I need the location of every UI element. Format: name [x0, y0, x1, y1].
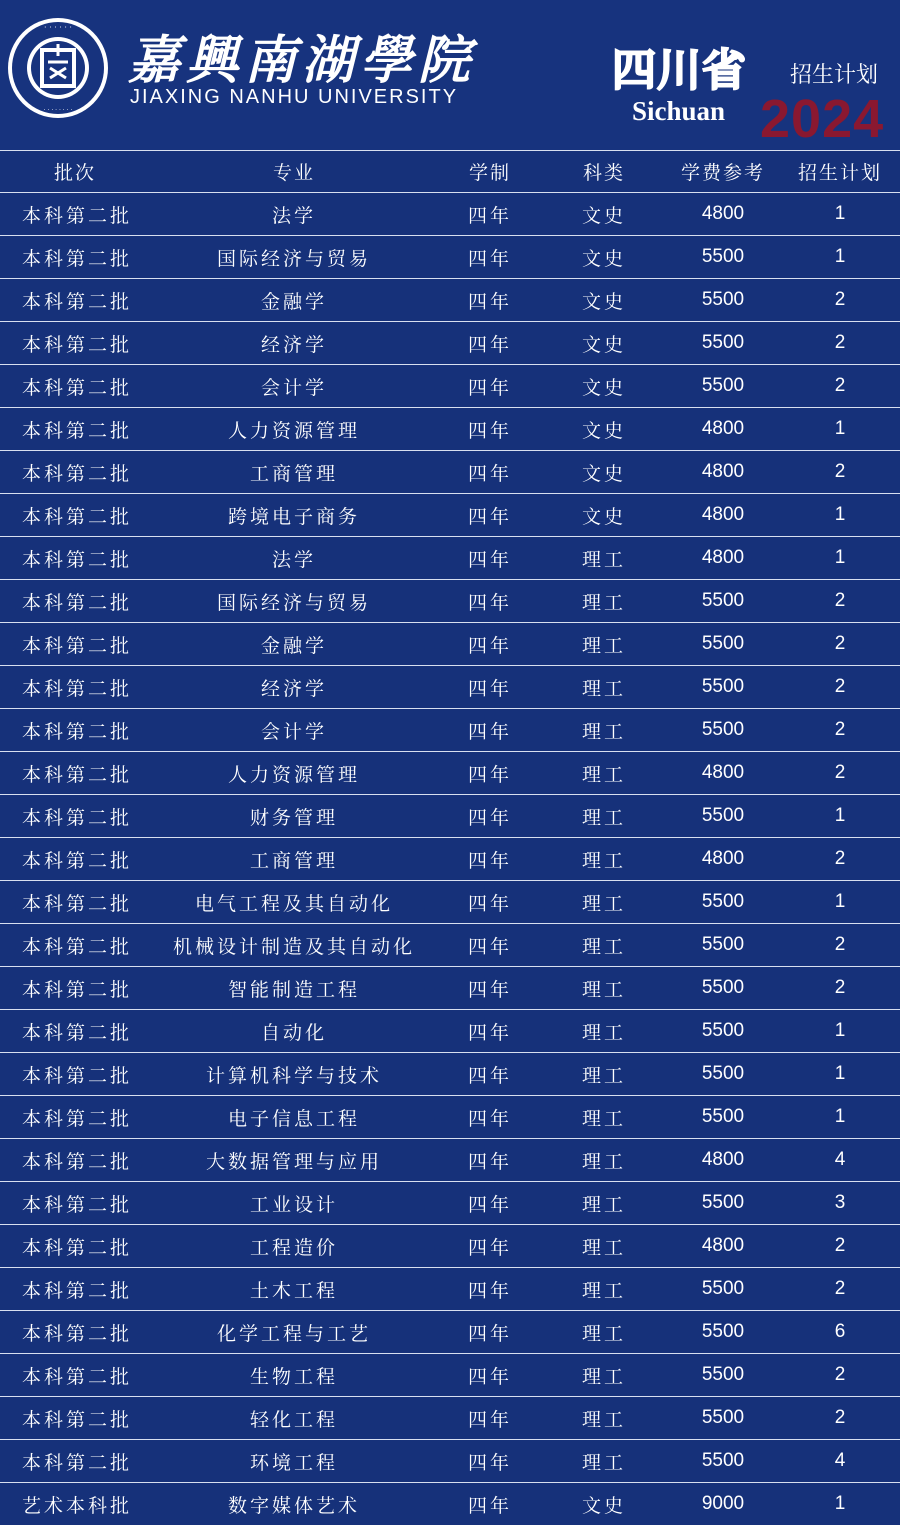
- major-cell: 金融学: [150, 623, 438, 666]
- subject-cell: 理工: [542, 666, 666, 709]
- subject-cell: 理工: [542, 1182, 666, 1225]
- major-cell: 土木工程: [150, 1268, 438, 1311]
- quota-cell: 4: [780, 1139, 900, 1182]
- table-row: [0, 881, 900, 924]
- subject-cell: 理工: [542, 1268, 666, 1311]
- province-english: Sichuan: [632, 96, 725, 127]
- duration-cell: 四年: [438, 1053, 542, 1096]
- table-row: [0, 1311, 900, 1354]
- major-cell: 会计学: [150, 365, 438, 408]
- major-cell: 大数据管理与应用: [150, 1139, 438, 1182]
- table-row: [0, 494, 900, 537]
- tuition-cell: 5500: [666, 580, 780, 623]
- major-cell: 轻化工程: [150, 1397, 438, 1440]
- table-header-row: [0, 151, 900, 193]
- duration-cell: 四年: [438, 967, 542, 1010]
- batch-cell: 本科第二批: [0, 752, 150, 795]
- major-cell: 跨境电子商务: [150, 494, 438, 537]
- quota-cell: 2: [780, 365, 900, 408]
- table-row: [0, 236, 900, 279]
- batch-cell: 本科第二批: [0, 709, 150, 752]
- tuition-cell: 5500: [666, 1354, 780, 1397]
- admission-plan-table: [0, 150, 900, 1525]
- tuition-cell: 5500: [666, 881, 780, 924]
- column-header-tuition: 学费参考: [666, 151, 780, 193]
- subject-cell: 理工: [542, 1139, 666, 1182]
- subject-cell: 理工: [542, 752, 666, 795]
- quota-cell: 2: [780, 451, 900, 494]
- duration-cell: 四年: [438, 193, 542, 236]
- column-header-major: 专业: [150, 151, 438, 193]
- duration-cell: 四年: [438, 322, 542, 365]
- major-cell: 会计学: [150, 709, 438, 752]
- duration-cell: 四年: [438, 1311, 542, 1354]
- quota-cell: 1: [780, 881, 900, 924]
- batch-cell: 本科第二批: [0, 1397, 150, 1440]
- quota-cell: 2: [780, 838, 900, 881]
- batch-cell: 本科第二批: [0, 1139, 150, 1182]
- quota-cell: 2: [780, 709, 900, 752]
- subject-cell: 理工: [542, 881, 666, 924]
- subject-cell: 理工: [542, 1354, 666, 1397]
- table-row: [0, 924, 900, 967]
- quota-cell: 4: [780, 1440, 900, 1483]
- duration-cell: 四年: [438, 924, 542, 967]
- tuition-cell: 5500: [666, 1440, 780, 1483]
- quota-cell: 2: [780, 924, 900, 967]
- table-row: [0, 365, 900, 408]
- duration-cell: 四年: [438, 666, 542, 709]
- duration-cell: 四年: [438, 838, 542, 881]
- duration-cell: 四年: [438, 1139, 542, 1182]
- duration-cell: 四年: [438, 279, 542, 322]
- svg-text:· · · · · ·: · · · · · ·: [44, 23, 72, 32]
- duration-cell: 四年: [438, 1268, 542, 1311]
- quota-cell: 2: [780, 1225, 900, 1268]
- duration-cell: 四年: [438, 1483, 542, 1525]
- subject-cell: 理工: [542, 709, 666, 752]
- tuition-cell: 5500: [666, 666, 780, 709]
- quota-cell: 1: [780, 1053, 900, 1096]
- quota-cell: 2: [780, 279, 900, 322]
- table-row: [0, 752, 900, 795]
- major-cell: 工业设计: [150, 1182, 438, 1225]
- quota-cell: 2: [780, 1268, 900, 1311]
- subject-cell: 理工: [542, 1397, 666, 1440]
- page-header: [0, 0, 900, 150]
- subject-cell: 文史: [542, 1483, 666, 1525]
- quota-cell: 2: [780, 623, 900, 666]
- duration-cell: 四年: [438, 580, 542, 623]
- quota-cell: 1: [780, 408, 900, 451]
- table-row: [0, 279, 900, 322]
- duration-cell: 四年: [438, 1397, 542, 1440]
- batch-cell: 本科第二批: [0, 193, 150, 236]
- batch-cell: 本科第二批: [0, 666, 150, 709]
- major-cell: 国际经济与贸易: [150, 236, 438, 279]
- subject-cell: 理工: [542, 1440, 666, 1483]
- table-row: [0, 1139, 900, 1182]
- batch-cell: 本科第二批: [0, 1010, 150, 1053]
- subject-cell: 文史: [542, 279, 666, 322]
- quota-cell: 2: [780, 1397, 900, 1440]
- subject-cell: 理工: [542, 537, 666, 580]
- batch-cell: 本科第二批: [0, 1182, 150, 1225]
- duration-cell: 四年: [438, 881, 542, 924]
- tuition-cell: 4800: [666, 1225, 780, 1268]
- tuition-cell: 5500: [666, 1182, 780, 1225]
- subject-cell: 文史: [542, 193, 666, 236]
- table-row: [0, 666, 900, 709]
- major-cell: 化学工程与工艺: [150, 1311, 438, 1354]
- quota-cell: 2: [780, 752, 900, 795]
- batch-cell: 艺术本科批: [0, 1483, 150, 1525]
- subject-cell: 文史: [542, 365, 666, 408]
- batch-cell: 本科第二批: [0, 322, 150, 365]
- tuition-cell: 4800: [666, 537, 780, 580]
- subject-cell: 理工: [542, 580, 666, 623]
- batch-cell: 本科第二批: [0, 494, 150, 537]
- batch-cell: 本科第二批: [0, 451, 150, 494]
- subject-cell: 理工: [542, 1053, 666, 1096]
- subject-cell: 理工: [542, 838, 666, 881]
- quota-cell: 1: [780, 193, 900, 236]
- batch-cell: 本科第二批: [0, 1225, 150, 1268]
- table-row: [0, 1397, 900, 1440]
- quota-cell: 1: [780, 795, 900, 838]
- table-row: [0, 967, 900, 1010]
- major-cell: 人力资源管理: [150, 408, 438, 451]
- batch-cell: 本科第二批: [0, 1053, 150, 1096]
- column-header-quota: 招生计划: [780, 151, 900, 193]
- subject-cell: 理工: [542, 1010, 666, 1053]
- table-row: [0, 1182, 900, 1225]
- duration-cell: 四年: [438, 365, 542, 408]
- quota-cell: 2: [780, 322, 900, 365]
- subject-cell: 文史: [542, 408, 666, 451]
- quota-cell: 1: [780, 1010, 900, 1053]
- subject-cell: 文史: [542, 322, 666, 365]
- table-row: [0, 623, 900, 666]
- column-header-duration: 学制: [438, 151, 542, 193]
- duration-cell: 四年: [438, 236, 542, 279]
- batch-cell: 本科第二批: [0, 365, 150, 408]
- tuition-cell: 5500: [666, 967, 780, 1010]
- duration-cell: 四年: [438, 537, 542, 580]
- major-cell: 财务管理: [150, 795, 438, 838]
- batch-cell: 本科第二批: [0, 967, 150, 1010]
- school-name-english: JIAXING NANHU UNIVERSITY: [130, 86, 458, 109]
- major-cell: 电气工程及其自动化: [150, 881, 438, 924]
- tuition-cell: 5500: [666, 1096, 780, 1139]
- major-cell: 工商管理: [150, 451, 438, 494]
- subject-cell: 理工: [542, 1311, 666, 1354]
- major-cell: 经济学: [150, 666, 438, 709]
- major-cell: 机械设计制造及其自动化: [150, 924, 438, 967]
- tuition-cell: 5500: [666, 236, 780, 279]
- quota-cell: 2: [780, 666, 900, 709]
- tuition-cell: 4800: [666, 494, 780, 537]
- duration-cell: 四年: [438, 451, 542, 494]
- table-row: [0, 193, 900, 236]
- quota-cell: 2: [780, 1354, 900, 1397]
- plan-label: 招生计划: [790, 58, 878, 89]
- subject-cell: 理工: [542, 1225, 666, 1268]
- tuition-cell: 4800: [666, 451, 780, 494]
- major-cell: 工程造价: [150, 1225, 438, 1268]
- major-cell: 智能制造工程: [150, 967, 438, 1010]
- batch-cell: 本科第二批: [0, 580, 150, 623]
- duration-cell: 四年: [438, 1440, 542, 1483]
- university-seal-logo: [6, 16, 110, 120]
- table-row: [0, 537, 900, 580]
- duration-cell: 四年: [438, 408, 542, 451]
- major-cell: 计算机科学与技术: [150, 1053, 438, 1096]
- batch-cell: 本科第二批: [0, 1354, 150, 1397]
- column-header-subject: 科类: [542, 151, 666, 193]
- duration-cell: 四年: [438, 1182, 542, 1225]
- batch-cell: 本科第二批: [0, 1268, 150, 1311]
- duration-cell: 四年: [438, 1096, 542, 1139]
- duration-cell: 四年: [438, 709, 542, 752]
- batch-cell: 本科第二批: [0, 1096, 150, 1139]
- table-row: [0, 838, 900, 881]
- tuition-cell: 5500: [666, 365, 780, 408]
- tuition-cell: 5500: [666, 322, 780, 365]
- subject-cell: 理工: [542, 967, 666, 1010]
- duration-cell: 四年: [438, 623, 542, 666]
- tuition-cell: 4800: [666, 193, 780, 236]
- batch-cell: 本科第二批: [0, 1311, 150, 1354]
- table-row: [0, 408, 900, 451]
- batch-cell: 本科第二批: [0, 795, 150, 838]
- tuition-cell: 4800: [666, 1139, 780, 1182]
- batch-cell: 本科第二批: [0, 881, 150, 924]
- batch-cell: 本科第二批: [0, 279, 150, 322]
- major-cell: 金融学: [150, 279, 438, 322]
- tuition-cell: 5500: [666, 1311, 780, 1354]
- tuition-cell: 5500: [666, 1397, 780, 1440]
- quota-cell: 2: [780, 580, 900, 623]
- subject-cell: 理工: [542, 623, 666, 666]
- tuition-cell: 5500: [666, 1268, 780, 1311]
- tuition-cell: 5500: [666, 1053, 780, 1096]
- table-row: [0, 1483, 900, 1525]
- duration-cell: 四年: [438, 752, 542, 795]
- major-cell: 生物工程: [150, 1354, 438, 1397]
- batch-cell: 本科第二批: [0, 623, 150, 666]
- table-row: [0, 322, 900, 365]
- major-cell: 法学: [150, 537, 438, 580]
- major-cell: 经济学: [150, 322, 438, 365]
- province-title: 四川省: [612, 34, 747, 98]
- subject-cell: 文史: [542, 236, 666, 279]
- school-name-chinese: 嘉興南湖學院: [128, 18, 476, 93]
- batch-cell: 本科第二批: [0, 1440, 150, 1483]
- svg-text:· · · · · · · ·: · · · · · · · ·: [44, 107, 73, 114]
- batch-cell: 本科第二批: [0, 838, 150, 881]
- quota-cell: 3: [780, 1182, 900, 1225]
- duration-cell: 四年: [438, 494, 542, 537]
- major-cell: 自动化: [150, 1010, 438, 1053]
- major-cell: 国际经济与贸易: [150, 580, 438, 623]
- table-row: [0, 795, 900, 838]
- table-row: [0, 580, 900, 623]
- tuition-cell: 4800: [666, 838, 780, 881]
- tuition-cell: 5500: [666, 279, 780, 322]
- table-row: [0, 1354, 900, 1397]
- major-cell: 数字媒体艺术: [150, 1483, 438, 1525]
- batch-cell: 本科第二批: [0, 236, 150, 279]
- table-row: [0, 1440, 900, 1483]
- quota-cell: 1: [780, 1096, 900, 1139]
- table-row: [0, 709, 900, 752]
- table-row: [0, 1225, 900, 1268]
- tuition-cell: 5500: [666, 924, 780, 967]
- table-row: [0, 1010, 900, 1053]
- tuition-cell: 5500: [666, 795, 780, 838]
- subject-cell: 文史: [542, 451, 666, 494]
- tuition-cell: 4800: [666, 408, 780, 451]
- subject-cell: 理工: [542, 924, 666, 967]
- batch-cell: 本科第二批: [0, 924, 150, 967]
- duration-cell: 四年: [438, 1010, 542, 1053]
- batch-cell: 本科第二批: [0, 537, 150, 580]
- quota-cell: 1: [780, 1483, 900, 1525]
- duration-cell: 四年: [438, 1354, 542, 1397]
- tuition-cell: 9000: [666, 1483, 780, 1525]
- major-cell: 人力资源管理: [150, 752, 438, 795]
- tuition-cell: 5500: [666, 1010, 780, 1053]
- tuition-cell: 5500: [666, 623, 780, 666]
- subject-cell: 文史: [542, 494, 666, 537]
- quota-cell: 1: [780, 494, 900, 537]
- table-row: [0, 1053, 900, 1096]
- table-row: [0, 1096, 900, 1139]
- quota-cell: 1: [780, 537, 900, 580]
- column-header-batch: 批次: [0, 151, 150, 193]
- major-cell: 电子信息工程: [150, 1096, 438, 1139]
- subject-cell: 理工: [542, 795, 666, 838]
- major-cell: 工商管理: [150, 838, 438, 881]
- tuition-cell: 5500: [666, 709, 780, 752]
- duration-cell: 四年: [438, 1225, 542, 1268]
- duration-cell: 四年: [438, 795, 542, 838]
- major-cell: 环境工程: [150, 1440, 438, 1483]
- table-row: [0, 1268, 900, 1311]
- quota-cell: 6: [780, 1311, 900, 1354]
- year-label: 2024: [760, 88, 884, 150]
- tuition-cell: 4800: [666, 752, 780, 795]
- table-row: [0, 451, 900, 494]
- major-cell: 法学: [150, 193, 438, 236]
- quota-cell: 1: [780, 236, 900, 279]
- batch-cell: 本科第二批: [0, 408, 150, 451]
- quota-cell: 2: [780, 967, 900, 1010]
- subject-cell: 理工: [542, 1096, 666, 1139]
